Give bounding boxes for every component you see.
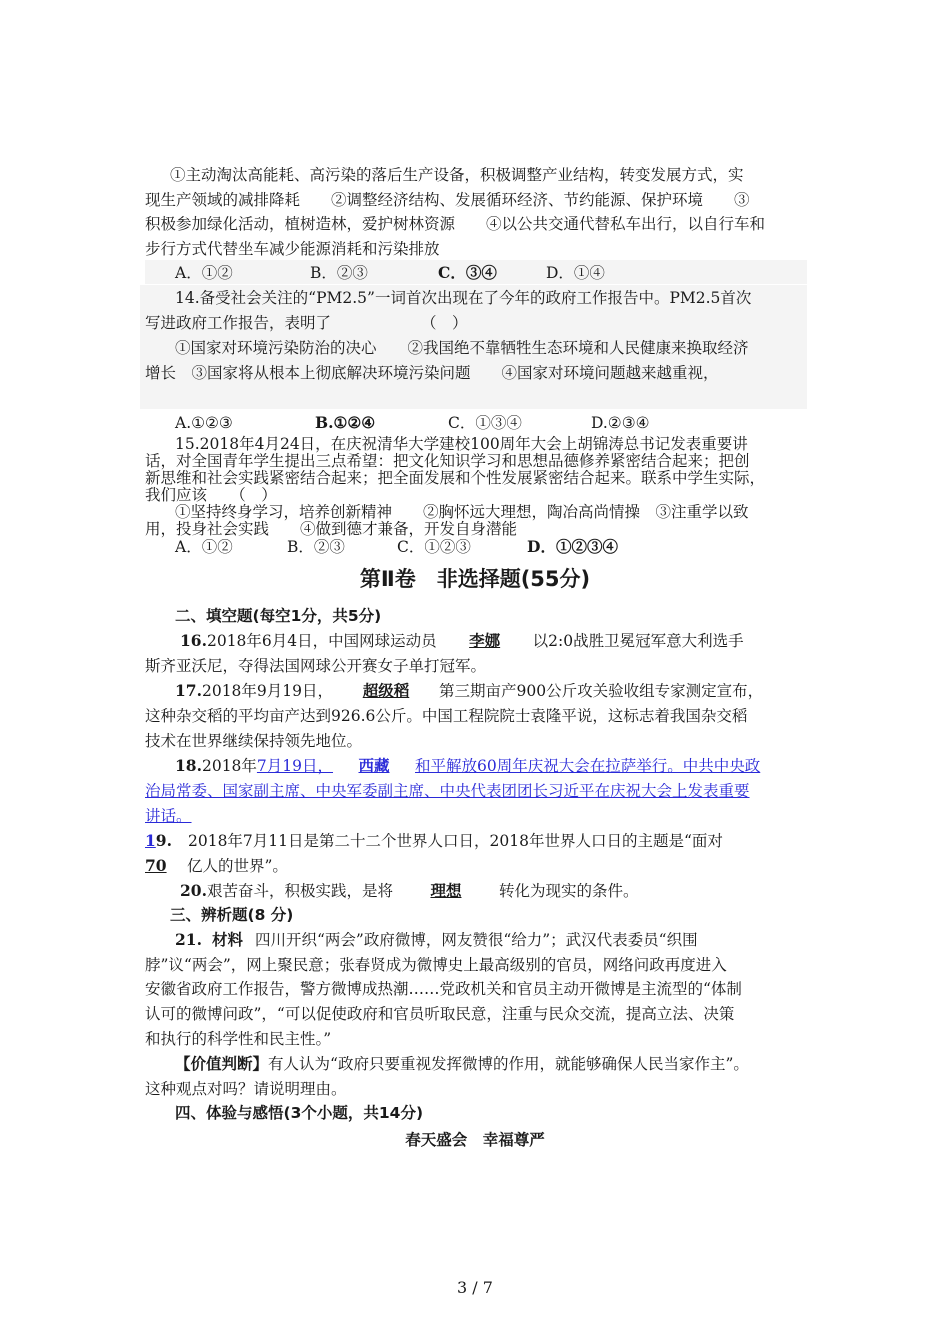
q19-number: 9. [155,831,172,850]
q17-number: 17. [175,681,202,700]
q20-number: 20. [180,881,207,900]
q21-material-line-3: 安徽省政府工作报告，警方微博成热潮……党政机关和官员主动开微博是主流型的“体制 [145,980,742,998]
q17-line-1 [175,681,763,701]
q21-material-line-4: 认可的微博问政”，“可以促使政府和官员听取民意，注重与民众交流，提高立法、决策 [145,1005,735,1023]
q19-text: 2018年7月11日是第二十二个世界人口日，2018年世界人口日的主题是“面对 [187,832,723,850]
q17-line-3: 技术在世界继续保持领先地位。 [145,732,363,750]
q19-number-link[interactable]: 1 [145,831,156,850]
q14-option-d: D.②③④ [591,414,650,432]
q20-text-pre: 艰苦奋斗，积极实践，是将 [206,882,393,900]
q18-line-1 [175,756,760,776]
experience-subtitle: 春天盛会 幸福尊严 [405,1131,545,1149]
q15-line-5: ①坚持终身学习，培养创新精神 ②胸怀远大理想，陶冶高尚情操 ③注重学以致 [175,503,749,521]
q19-answer-blank: 70 [145,856,167,875]
q13-option-b: B．②③ [310,264,368,282]
q18-text-pre: 2018年 [201,757,257,775]
q15-line-6: 用，投身社会实践 ④做到德才兼备，开发自身潜能 [145,520,518,538]
q21-material-line-5: 和执行的科学性和民主性。” [145,1030,332,1048]
q18-date-link[interactable]: 7月19日， [256,757,334,775]
q19-line-1 [145,831,723,851]
fill-heading: 二、填空题(每空1分，共5分) [175,607,382,625]
q15-options [175,537,618,557]
q14-answer-paren: （ ） [421,314,468,332]
q15-line-2: 话，对全国青年学生提出三点希望：把文化知识学习和思想品德修养紧密结合起来；把创 [145,452,750,470]
q15-option-c: C．①②③ [397,538,471,556]
q13-options [175,263,605,283]
q21-line-1 [175,930,698,950]
q14-line-1: 14.备受社会关注的“PM2.5”一词首次出现在了今年的政府工作报告中。PM2.5首次 [175,289,752,307]
q13-line-1: ①主动淘汰高能耗、高污染的落后生产设备，积极调整产业结构，转变发展方式，实 [170,166,744,184]
q15-option-a: A．①② [175,538,233,556]
q17-text-post: 第三期亩产900公斤攻关验收组专家测定宣布， [439,682,764,700]
q13-line-2: 现生产领域的减排降耗 ②调整经济结构、发展循环经济、节约能源、保护环境 ③ [145,191,750,209]
q17-answer-blank: 超级稻 [362,681,410,700]
q15-line-1: 15.2018年4月24日，在庆祝清华大学建校100周年大会上胡锦涛总书记发表重要讲 [175,435,748,453]
q15-line-4: 我们应该 （ ） [145,486,277,504]
q13-option-d: D．①④ [546,264,605,282]
q16-line-1 [180,631,744,651]
q14-line-2 [145,313,468,333]
q14-options [175,413,650,433]
q16-number: 16. [180,631,207,650]
q18-number: 18. [175,756,202,775]
experience-heading: 四、体验与感悟(3个小题，共14分) [175,1104,424,1122]
q13-line-4: 步行方式代替坐车减少能源消耗和污染排放 [145,240,440,258]
q17-line-2: 这种杂交稻的平均亩产达到926.6公斤。中国工程院院士袁隆平说，这标志着我国杂交稻 [145,707,748,725]
q21-material-label: 材料 [211,931,243,949]
q18-answer-blank[interactable]: 西藏 [358,756,390,775]
q13-option-c: C．③④ [438,263,497,282]
q16-text-pre: 2018年6月4日，中国网球运动员 [206,632,437,650]
q14-option-b: B.①②④ [315,413,376,432]
page-number: 3 / 7 [457,1278,493,1297]
q18-line-2-link[interactable]: 治局常委、国家副主席、中央军委副主席、中央代表团团长习近平在庆祝大会上发表重要 [145,782,750,800]
q18-text-post-link[interactable]: 和平解放60周年庆祝大会在拉萨举行。中共中央政 [415,757,761,775]
q21-value-line-1 [175,1054,749,1074]
value-judgement-label: 【价值判断】 [175,1055,269,1073]
section-2-title: 第Ⅱ卷 非选择题(55分) [359,567,591,591]
q19-text-post: 亿人的世界”。 [187,857,288,875]
q21-value-line-2: 这种观点对吗？请说明理由。 [145,1080,347,1098]
q17-text-pre: 2018年9月19日， [201,682,334,700]
q20-line [180,881,639,901]
q20-text-post: 转化为现实的条件。 [498,882,639,900]
q21-number: 21. [175,930,202,949]
q21-material-line-1: 四川开织“两会”政府微博，网友赞很“给力”；武汉代表委员“织围 [254,931,698,949]
q21-material-line-2: 脖”议“两会”，网上聚民意；张春贤成为微博史上最高级别的官员，网络问政再度进入 [145,956,727,974]
q14-line-4: 增长 ③国家将从根本上彻底解决环境污染问题 ④国家对环境问题越来越重视， [145,364,719,382]
q15-option-d: D．①②③④ [527,537,618,556]
q19-line-2 [145,856,288,876]
q20-answer-blank: 理想 [430,881,462,900]
q18-line-3-link[interactable]: 讲话。 [145,807,192,825]
q14-option-a: A.①②③ [175,414,233,432]
q14-line-3: ①国家对环境污染防治的决心 ②我国绝不靠牺牲生态环境和人民健康来换取经济 [175,339,749,357]
q16-line-2: 斯齐亚沃尼，夺得法国网球公开赛女子单打冠军。 [145,657,487,675]
q15-line-3: 新思维和社会实践紧密结合起来；把全面发展和个性发展紧密结合起来。联系中学生实际， [145,469,766,487]
value-judgement-text: 有人认为“政府只要重视发挥微博的作用，就能够确保人民当家作主”。 [268,1055,749,1073]
q13-option-a: A．①② [175,264,233,282]
q15-option-b: B．②③ [287,538,345,556]
judge-heading: 三、辨析题(8 分) [170,906,294,924]
q13-line-3: 积极参加绿化活动，植树造林，爱护树林资源 ④以公共交通代替私车出行，以自行车和 [145,215,766,233]
q16-text-post: 以2:0战胜卫冕冠军意大利选手 [532,632,744,650]
q14-line-2-text: 写进政府工作报告，表明了 [145,314,332,332]
q14-option-c: C．①③④ [448,414,522,432]
q16-answer-blank: 李娜 [469,631,501,650]
